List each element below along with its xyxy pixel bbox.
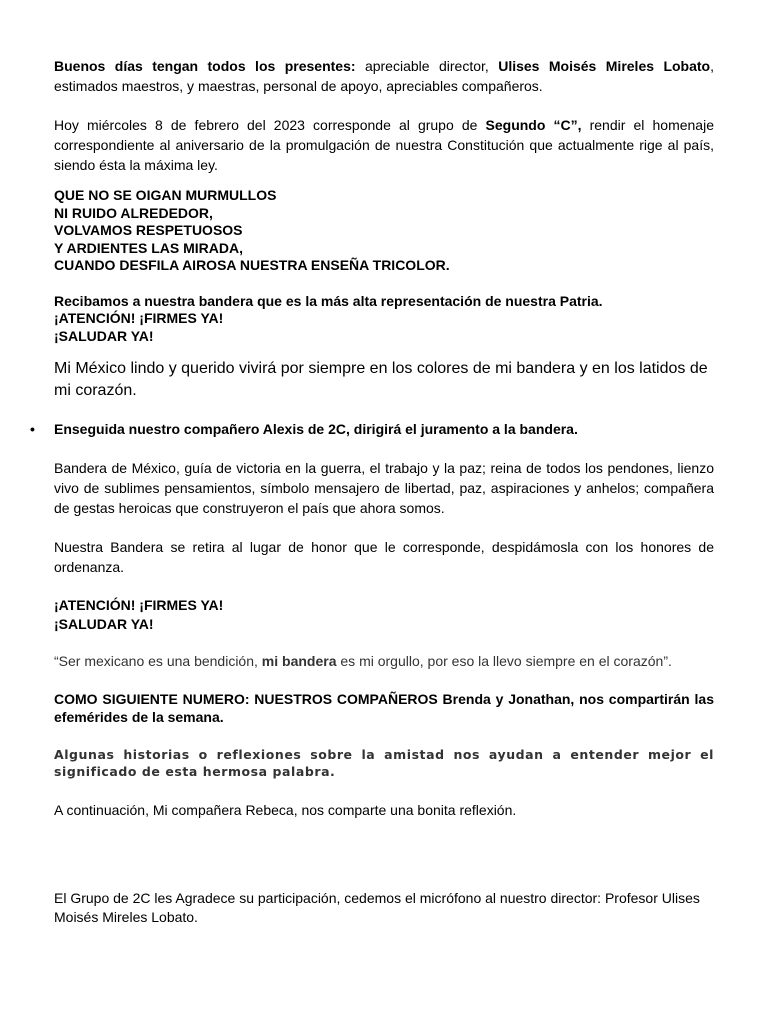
mexico-quote: Mi México lindo y querido vivirá por siempre en los colores de mi bandera y en los latidos de mi corazón. — [54, 360, 708, 399]
quote-bold: mi bandera — [261, 653, 337, 669]
document-page — [30, 56, 714, 927]
flag-pledge: Bandera de México, guía de victoria en la guerra, el trabajo y la paz; reina de todos los pendones, lienzo vivo de sublimes pensamientos, símbolo mensajero de libertad, paz, aspiraciones y anhelos; compañera de gestas heroicas que construyeron el país que ahora somos. — [54, 460, 714, 516]
verses-block — [54, 187, 714, 275]
date-paragraph — [54, 115, 714, 175]
intro-rest: , estimados maestros, y maestras, personal de apoyo, apreciables compañeros. — [54, 58, 714, 94]
mexican-quote — [54, 652, 714, 670]
verse-line: CUANDO DESFILA AIROSA NUESTRA ENSEÑA TRICOLOR. — [54, 257, 450, 273]
next-number-paragraph: COMO SIGUIENTE NUMERO: NUESTROS COMPAÑEROS Brenda y Jonathan, nos compartirán las efemérides de la semana. — [54, 691, 714, 725]
verse-line: NI RUIDO ALREDEDOR, — [54, 204, 213, 221]
date-text: Hoy miércoles 8 de febrero del 2023 corresponde al grupo de — [54, 117, 486, 133]
receive-flag-line: Recibamos a nuestra bandera que es la más alta representación de nuestra Patria. — [54, 292, 603, 309]
verse-line: VOLVAMOS RESPETUOSOS — [54, 222, 243, 238]
flag-retire-paragraph: Nuestra Bandera se retira al lugar de honor que le corresponde, despidámosla con los honores de ordenanza. — [54, 539, 714, 575]
date-rest: rendir el homenaje correspondiente al aniversario de la promulgación de nuestra Constitución que actualmente rige al país, siendo ésta la máxima ley. — [54, 117, 714, 173]
salute-command: ¡SALUDAR YA! — [54, 327, 154, 344]
attention-command: ¡ATENCIÓN! ¡FIRMES YA! — [54, 597, 224, 613]
group-name: Segundo “C”, — [485, 117, 582, 133]
bullet-icon: • — [30, 421, 35, 437]
receive-flag-block — [54, 293, 714, 346]
verse-line: QUE NO SE OIGAN MURMULLOS — [54, 187, 277, 203]
salute-command: ¡SALUDAR YA! — [54, 616, 154, 632]
quote-rest: es mi orgullo, por eso la llevo siempre en el corazón”. — [336, 653, 672, 669]
greeting-text: Buenos días tengan todos los presentes: — [54, 58, 356, 74]
friendship-stories-paragraph: Algunas historias o reflexiones sobre la amistad nos ayudan a entender mejor el significado de esta hermosa palabra. — [54, 747, 714, 779]
bullet-item — [30, 419, 714, 439]
thanks-paragraph: El Grupo de 2C les Agradece su participación, cedemos el micrófono al nuestro director: Profesor Ulises Moisés Mireles Lobato. — [54, 890, 700, 925]
attention-command: ¡ATENCIÓN! ¡FIRMES YA! — [54, 310, 224, 326]
attention-block — [54, 596, 714, 634]
intro-paragraph — [54, 56, 714, 96]
greeting-continuation: apreciable director, — [355, 58, 499, 74]
director-name: Ulises Moisés Mireles Lobato — [498, 58, 711, 74]
verse-line: Y ARDIENTES LAS MIRADA, — [54, 239, 244, 256]
bullet-text: Enseguida nuestro compañero Alexis de 2C, dirigirá el juramento a la bandera. — [54, 421, 578, 437]
quote-text: “Ser mexicano es una bendición, — [54, 653, 262, 669]
continuation-paragraph: A continuación, Mi compañera Rebeca, nos comparte una bonita reflexión. — [54, 802, 517, 818]
